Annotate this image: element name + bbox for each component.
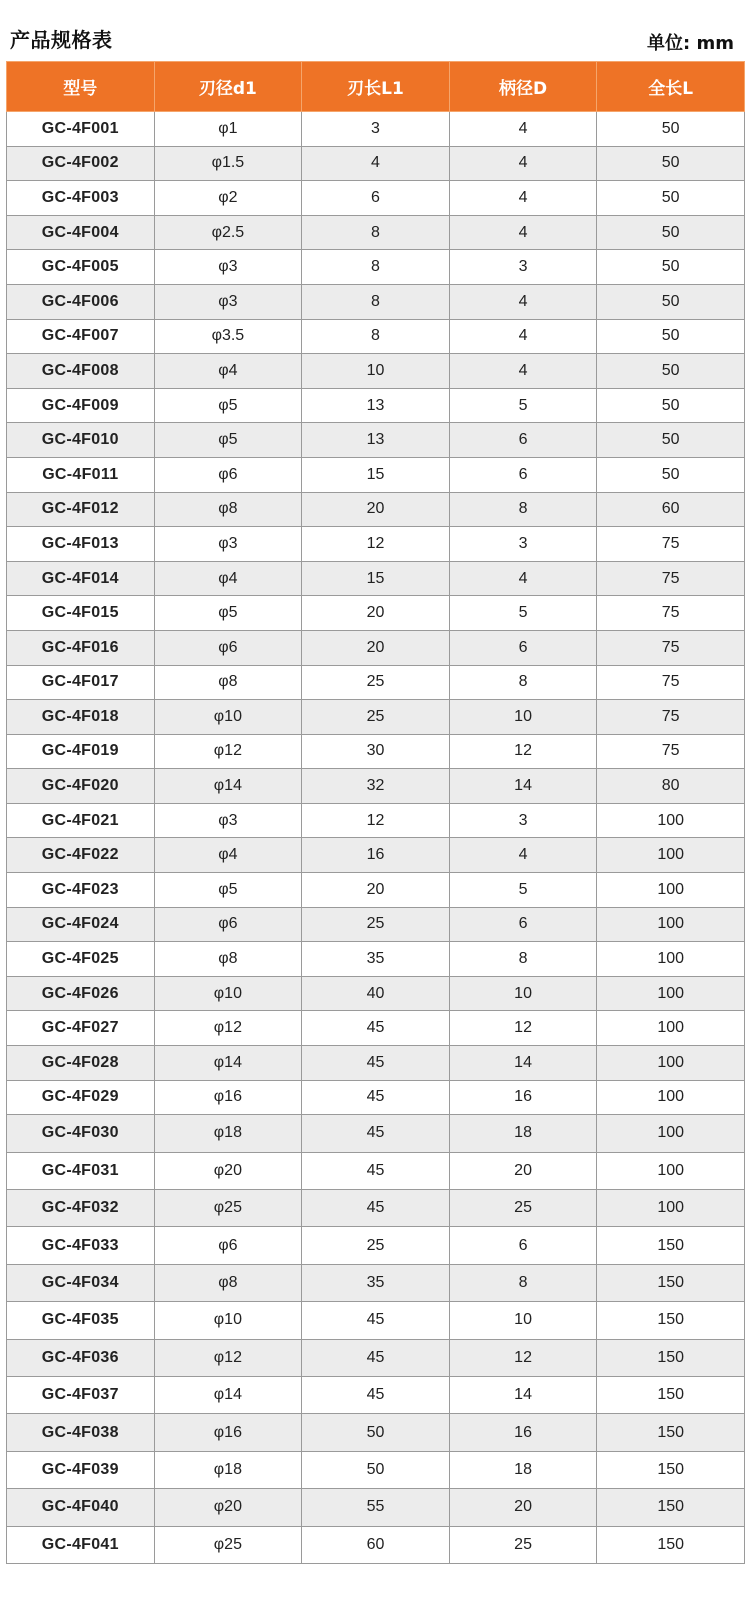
cell-blade-length: 12 bbox=[302, 527, 450, 562]
cell-overall-length: 150 bbox=[597, 1227, 745, 1264]
cell-overall-length: 100 bbox=[597, 942, 745, 977]
page-title: 产品规格表 bbox=[10, 28, 113, 52]
cell-blade-length: 50 bbox=[302, 1451, 450, 1488]
cell-shank-diameter: 5 bbox=[449, 596, 597, 631]
cell-blade-diameter: φ16 bbox=[154, 1080, 302, 1115]
cell-blade-length: 35 bbox=[302, 942, 450, 977]
cell-blade-diameter: φ20 bbox=[154, 1152, 302, 1189]
cell-blade-diameter: φ10 bbox=[154, 1302, 302, 1339]
cell-overall-length: 75 bbox=[597, 700, 745, 735]
cell-model: GC-4F033 bbox=[7, 1227, 155, 1264]
cell-model: GC-4F030 bbox=[7, 1115, 155, 1152]
cell-overall-length: 75 bbox=[597, 630, 745, 665]
cell-blade-length: 4 bbox=[302, 146, 450, 181]
header-shank-diameter: 柄径D bbox=[449, 62, 597, 112]
cell-model: GC-4F008 bbox=[7, 354, 155, 389]
cell-shank-diameter: 4 bbox=[449, 112, 597, 147]
cell-blade-diameter: φ1.5 bbox=[154, 146, 302, 181]
cell-blade-length: 20 bbox=[302, 492, 450, 527]
cell-shank-diameter: 4 bbox=[449, 284, 597, 319]
cell-blade-diameter: φ25 bbox=[154, 1526, 302, 1563]
cell-blade-length: 13 bbox=[302, 423, 450, 458]
cell-blade-diameter: φ14 bbox=[154, 769, 302, 804]
cell-shank-diameter: 4 bbox=[449, 838, 597, 873]
cell-blade-length: 20 bbox=[302, 596, 450, 631]
table-row bbox=[7, 1489, 745, 1526]
cell-model: GC-4F007 bbox=[7, 319, 155, 354]
cell-model: GC-4F022 bbox=[7, 838, 155, 873]
cell-blade-length: 12 bbox=[302, 803, 450, 838]
cell-shank-diameter: 10 bbox=[449, 1302, 597, 1339]
cell-model: GC-4F011 bbox=[7, 457, 155, 492]
cell-model: GC-4F040 bbox=[7, 1489, 155, 1526]
cell-blade-diameter: φ12 bbox=[154, 1339, 302, 1376]
cell-model: GC-4F025 bbox=[7, 942, 155, 977]
cell-blade-diameter: φ18 bbox=[154, 1451, 302, 1488]
cell-model: GC-4F010 bbox=[7, 423, 155, 458]
cell-model: GC-4F028 bbox=[7, 1046, 155, 1081]
cell-blade-diameter: φ1 bbox=[154, 112, 302, 147]
cell-overall-length: 75 bbox=[597, 561, 745, 596]
cell-model: GC-4F014 bbox=[7, 561, 155, 596]
cell-model: GC-4F020 bbox=[7, 769, 155, 804]
cell-blade-length: 25 bbox=[302, 700, 450, 735]
cell-blade-length: 45 bbox=[302, 1011, 450, 1046]
cell-blade-diameter: φ3.5 bbox=[154, 319, 302, 354]
cell-model: GC-4F035 bbox=[7, 1302, 155, 1339]
cell-overall-length: 60 bbox=[597, 492, 745, 527]
cell-blade-length: 6 bbox=[302, 181, 450, 216]
cell-blade-diameter: φ8 bbox=[154, 942, 302, 977]
table-row bbox=[7, 492, 745, 527]
cell-blade-length: 16 bbox=[302, 838, 450, 873]
cell-overall-length: 150 bbox=[597, 1526, 745, 1563]
cell-shank-diameter: 18 bbox=[449, 1451, 597, 1488]
header-blade-diameter: 刃径d1 bbox=[154, 62, 302, 112]
cell-blade-diameter: φ25 bbox=[154, 1190, 302, 1227]
table-row bbox=[7, 769, 745, 804]
cell-shank-diameter: 4 bbox=[449, 215, 597, 250]
cell-blade-diameter: φ16 bbox=[154, 1414, 302, 1451]
cell-shank-diameter: 25 bbox=[449, 1190, 597, 1227]
cell-overall-length: 100 bbox=[597, 1080, 745, 1115]
table-row bbox=[7, 215, 745, 250]
cell-model: GC-4F012 bbox=[7, 492, 155, 527]
table-row bbox=[7, 803, 745, 838]
table-row bbox=[7, 1376, 745, 1413]
cell-shank-diameter: 18 bbox=[449, 1115, 597, 1152]
table-row bbox=[7, 1190, 745, 1227]
cell-shank-diameter: 4 bbox=[449, 561, 597, 596]
cell-overall-length: 75 bbox=[597, 527, 745, 562]
cell-shank-diameter: 3 bbox=[449, 803, 597, 838]
table-row bbox=[7, 1115, 745, 1152]
cell-shank-diameter: 8 bbox=[449, 1264, 597, 1301]
table-row bbox=[7, 388, 745, 423]
cell-blade-diameter: φ2 bbox=[154, 181, 302, 216]
cell-overall-length: 150 bbox=[597, 1302, 745, 1339]
table-row bbox=[7, 873, 745, 908]
table-row bbox=[7, 942, 745, 977]
cell-model: GC-4F015 bbox=[7, 596, 155, 631]
cell-overall-length: 75 bbox=[597, 734, 745, 769]
cell-shank-diameter: 8 bbox=[449, 942, 597, 977]
spec-table bbox=[6, 61, 745, 1564]
cell-model: GC-4F006 bbox=[7, 284, 155, 319]
table-row bbox=[7, 838, 745, 873]
cell-overall-length: 100 bbox=[597, 907, 745, 942]
cell-blade-diameter: φ10 bbox=[154, 700, 302, 735]
cell-blade-length: 60 bbox=[302, 1526, 450, 1563]
cell-blade-length: 25 bbox=[302, 907, 450, 942]
table-row bbox=[7, 146, 745, 181]
cell-blade-diameter: φ4 bbox=[154, 354, 302, 389]
cell-model: GC-4F018 bbox=[7, 700, 155, 735]
cell-blade-diameter: φ4 bbox=[154, 838, 302, 873]
cell-model: GC-4F032 bbox=[7, 1190, 155, 1227]
cell-shank-diameter: 6 bbox=[449, 457, 597, 492]
cell-overall-length: 50 bbox=[597, 319, 745, 354]
cell-overall-length: 100 bbox=[597, 976, 745, 1011]
cell-blade-length: 20 bbox=[302, 873, 450, 908]
cell-overall-length: 50 bbox=[597, 215, 745, 250]
cell-shank-diameter: 6 bbox=[449, 1227, 597, 1264]
cell-overall-length: 100 bbox=[597, 838, 745, 873]
cell-blade-length: 32 bbox=[302, 769, 450, 804]
cell-blade-length: 40 bbox=[302, 976, 450, 1011]
cell-blade-diameter: φ10 bbox=[154, 976, 302, 1011]
table-row bbox=[7, 1526, 745, 1563]
cell-model: GC-4F024 bbox=[7, 907, 155, 942]
header-model: 型号 bbox=[7, 62, 155, 112]
cell-overall-length: 150 bbox=[597, 1451, 745, 1488]
cell-overall-length: 50 bbox=[597, 457, 745, 492]
cell-blade-diameter: φ5 bbox=[154, 596, 302, 631]
cell-blade-length: 30 bbox=[302, 734, 450, 769]
table-row bbox=[7, 1046, 745, 1081]
cell-shank-diameter: 14 bbox=[449, 1376, 597, 1413]
table-row bbox=[7, 734, 745, 769]
cell-blade-length: 45 bbox=[302, 1152, 450, 1189]
table-row bbox=[7, 1011, 745, 1046]
cell-overall-length: 50 bbox=[597, 146, 745, 181]
table-row bbox=[7, 527, 745, 562]
cell-blade-length: 15 bbox=[302, 457, 450, 492]
cell-model: GC-4F023 bbox=[7, 873, 155, 908]
cell-model: GC-4F009 bbox=[7, 388, 155, 423]
cell-blade-diameter: φ12 bbox=[154, 1011, 302, 1046]
cell-blade-length: 20 bbox=[302, 630, 450, 665]
cell-blade-diameter: φ6 bbox=[154, 630, 302, 665]
cell-model: GC-4F005 bbox=[7, 250, 155, 285]
table-row bbox=[7, 319, 745, 354]
cell-blade-length: 8 bbox=[302, 215, 450, 250]
cell-blade-diameter: φ2.5 bbox=[154, 215, 302, 250]
cell-blade-length: 45 bbox=[302, 1046, 450, 1081]
cell-overall-length: 100 bbox=[597, 873, 745, 908]
header-row bbox=[7, 62, 745, 112]
cell-blade-diameter: φ8 bbox=[154, 1264, 302, 1301]
table-row bbox=[7, 700, 745, 735]
cell-overall-length: 50 bbox=[597, 181, 745, 216]
table-row bbox=[7, 1339, 745, 1376]
cell-shank-diameter: 3 bbox=[449, 527, 597, 562]
cell-blade-length: 35 bbox=[302, 1264, 450, 1301]
cell-blade-diameter: φ6 bbox=[154, 907, 302, 942]
cell-model: GC-4F037 bbox=[7, 1376, 155, 1413]
cell-blade-length: 25 bbox=[302, 1227, 450, 1264]
cell-shank-diameter: 20 bbox=[449, 1489, 597, 1526]
cell-shank-diameter: 5 bbox=[449, 873, 597, 908]
cell-blade-length: 45 bbox=[302, 1376, 450, 1413]
table-row bbox=[7, 250, 745, 285]
table-row bbox=[7, 1302, 745, 1339]
cell-shank-diameter: 10 bbox=[449, 700, 597, 735]
cell-shank-diameter: 6 bbox=[449, 907, 597, 942]
cell-overall-length: 80 bbox=[597, 769, 745, 804]
cell-model: GC-4F016 bbox=[7, 630, 155, 665]
unit-label: 单位: mm bbox=[647, 33, 734, 54]
table-row bbox=[7, 976, 745, 1011]
header-overall-length: 全长L bbox=[597, 62, 745, 112]
cell-blade-length: 8 bbox=[302, 319, 450, 354]
cell-shank-diameter: 6 bbox=[449, 423, 597, 458]
cell-blade-diameter: φ5 bbox=[154, 423, 302, 458]
table-row bbox=[7, 907, 745, 942]
cell-model: GC-4F003 bbox=[7, 181, 155, 216]
table-row bbox=[7, 1227, 745, 1264]
cell-overall-length: 100 bbox=[597, 1152, 745, 1189]
cell-shank-diameter: 4 bbox=[449, 354, 597, 389]
table-row bbox=[7, 457, 745, 492]
cell-model: GC-4F004 bbox=[7, 215, 155, 250]
table-row bbox=[7, 561, 745, 596]
cell-overall-length: 50 bbox=[597, 250, 745, 285]
cell-shank-diameter: 10 bbox=[449, 976, 597, 1011]
cell-blade-diameter: φ4 bbox=[154, 561, 302, 596]
cell-overall-length: 50 bbox=[597, 423, 745, 458]
cell-shank-diameter: 8 bbox=[449, 492, 597, 527]
table-row bbox=[7, 354, 745, 389]
cell-shank-diameter: 14 bbox=[449, 769, 597, 804]
cell-model: GC-4F036 bbox=[7, 1339, 155, 1376]
cell-model: GC-4F001 bbox=[7, 112, 155, 147]
cell-blade-length: 15 bbox=[302, 561, 450, 596]
cell-blade-diameter: φ6 bbox=[154, 1227, 302, 1264]
cell-shank-diameter: 6 bbox=[449, 630, 597, 665]
cell-shank-diameter: 20 bbox=[449, 1152, 597, 1189]
cell-blade-length: 45 bbox=[302, 1302, 450, 1339]
table-row bbox=[7, 630, 745, 665]
cell-blade-diameter: φ5 bbox=[154, 873, 302, 908]
cell-shank-diameter: 14 bbox=[449, 1046, 597, 1081]
cell-overall-length: 50 bbox=[597, 354, 745, 389]
cell-overall-length: 150 bbox=[597, 1339, 745, 1376]
cell-blade-diameter: φ3 bbox=[154, 250, 302, 285]
cell-blade-diameter: φ20 bbox=[154, 1489, 302, 1526]
cell-blade-length: 8 bbox=[302, 284, 450, 319]
cell-shank-diameter: 16 bbox=[449, 1080, 597, 1115]
cell-blade-length: 45 bbox=[302, 1339, 450, 1376]
cell-blade-diameter: φ14 bbox=[154, 1376, 302, 1413]
cell-blade-length: 13 bbox=[302, 388, 450, 423]
cell-model: GC-4F031 bbox=[7, 1152, 155, 1189]
cell-blade-length: 10 bbox=[302, 354, 450, 389]
cell-blade-length: 45 bbox=[302, 1115, 450, 1152]
cell-blade-length: 25 bbox=[302, 665, 450, 700]
cell-overall-length: 150 bbox=[597, 1376, 745, 1413]
cell-shank-diameter: 12 bbox=[449, 1011, 597, 1046]
cell-blade-diameter: φ14 bbox=[154, 1046, 302, 1081]
cell-overall-length: 100 bbox=[597, 1115, 745, 1152]
cell-blade-diameter: φ6 bbox=[154, 457, 302, 492]
cell-model: GC-4F019 bbox=[7, 734, 155, 769]
cell-overall-length: 75 bbox=[597, 665, 745, 700]
cell-blade-diameter: φ12 bbox=[154, 734, 302, 769]
cell-overall-length: 100 bbox=[597, 803, 745, 838]
cell-overall-length: 50 bbox=[597, 284, 745, 319]
cell-model: GC-4F017 bbox=[7, 665, 155, 700]
cell-model: GC-4F021 bbox=[7, 803, 155, 838]
cell-shank-diameter: 4 bbox=[449, 319, 597, 354]
table-row bbox=[7, 1451, 745, 1488]
table-row bbox=[7, 181, 745, 216]
table-row bbox=[7, 1152, 745, 1189]
cell-blade-length: 45 bbox=[302, 1190, 450, 1227]
table-row bbox=[7, 1080, 745, 1115]
cell-shank-diameter: 16 bbox=[449, 1414, 597, 1451]
table-row bbox=[7, 1414, 745, 1451]
cell-model: GC-4F029 bbox=[7, 1080, 155, 1115]
cell-overall-length: 100 bbox=[597, 1046, 745, 1081]
cell-model: GC-4F034 bbox=[7, 1264, 155, 1301]
cell-blade-diameter: φ3 bbox=[154, 803, 302, 838]
cell-shank-diameter: 4 bbox=[449, 181, 597, 216]
cell-overall-length: 150 bbox=[597, 1414, 745, 1451]
cell-blade-diameter: φ8 bbox=[154, 665, 302, 700]
cell-overall-length: 50 bbox=[597, 388, 745, 423]
cell-model: GC-4F041 bbox=[7, 1526, 155, 1563]
cell-model: GC-4F002 bbox=[7, 146, 155, 181]
cell-blade-length: 55 bbox=[302, 1489, 450, 1526]
cell-model: GC-4F026 bbox=[7, 976, 155, 1011]
cell-shank-diameter: 12 bbox=[449, 1339, 597, 1376]
cell-shank-diameter: 5 bbox=[449, 388, 597, 423]
cell-blade-diameter: φ3 bbox=[154, 284, 302, 319]
cell-blade-length: 45 bbox=[302, 1080, 450, 1115]
cell-model: GC-4F038 bbox=[7, 1414, 155, 1451]
cell-blade-length: 50 bbox=[302, 1414, 450, 1451]
cell-overall-length: 100 bbox=[597, 1011, 745, 1046]
cell-overall-length: 50 bbox=[597, 112, 745, 147]
table-row bbox=[7, 112, 745, 147]
cell-shank-diameter: 12 bbox=[449, 734, 597, 769]
cell-overall-length: 150 bbox=[597, 1489, 745, 1526]
cell-model: GC-4F039 bbox=[7, 1451, 155, 1488]
header-blade-length: 刃长L1 bbox=[302, 62, 450, 112]
table-row bbox=[7, 423, 745, 458]
table-row bbox=[7, 284, 745, 319]
cell-overall-length: 150 bbox=[597, 1264, 745, 1301]
cell-shank-diameter: 3 bbox=[449, 250, 597, 285]
spec-table-body bbox=[7, 112, 745, 1564]
table-row bbox=[7, 1264, 745, 1301]
cell-shank-diameter: 4 bbox=[449, 146, 597, 181]
cell-blade-diameter: φ5 bbox=[154, 388, 302, 423]
cell-model: GC-4F013 bbox=[7, 527, 155, 562]
cell-blade-length: 3 bbox=[302, 112, 450, 147]
cell-blade-diameter: φ3 bbox=[154, 527, 302, 562]
cell-shank-diameter: 8 bbox=[449, 665, 597, 700]
cell-blade-diameter: φ18 bbox=[154, 1115, 302, 1152]
cell-shank-diameter: 25 bbox=[449, 1526, 597, 1563]
cell-blade-length: 8 bbox=[302, 250, 450, 285]
table-row bbox=[7, 596, 745, 631]
cell-overall-length: 100 bbox=[597, 1190, 745, 1227]
cell-model: GC-4F027 bbox=[7, 1011, 155, 1046]
cell-blade-diameter: φ8 bbox=[154, 492, 302, 527]
cell-overall-length: 75 bbox=[597, 596, 745, 631]
table-row bbox=[7, 665, 745, 700]
